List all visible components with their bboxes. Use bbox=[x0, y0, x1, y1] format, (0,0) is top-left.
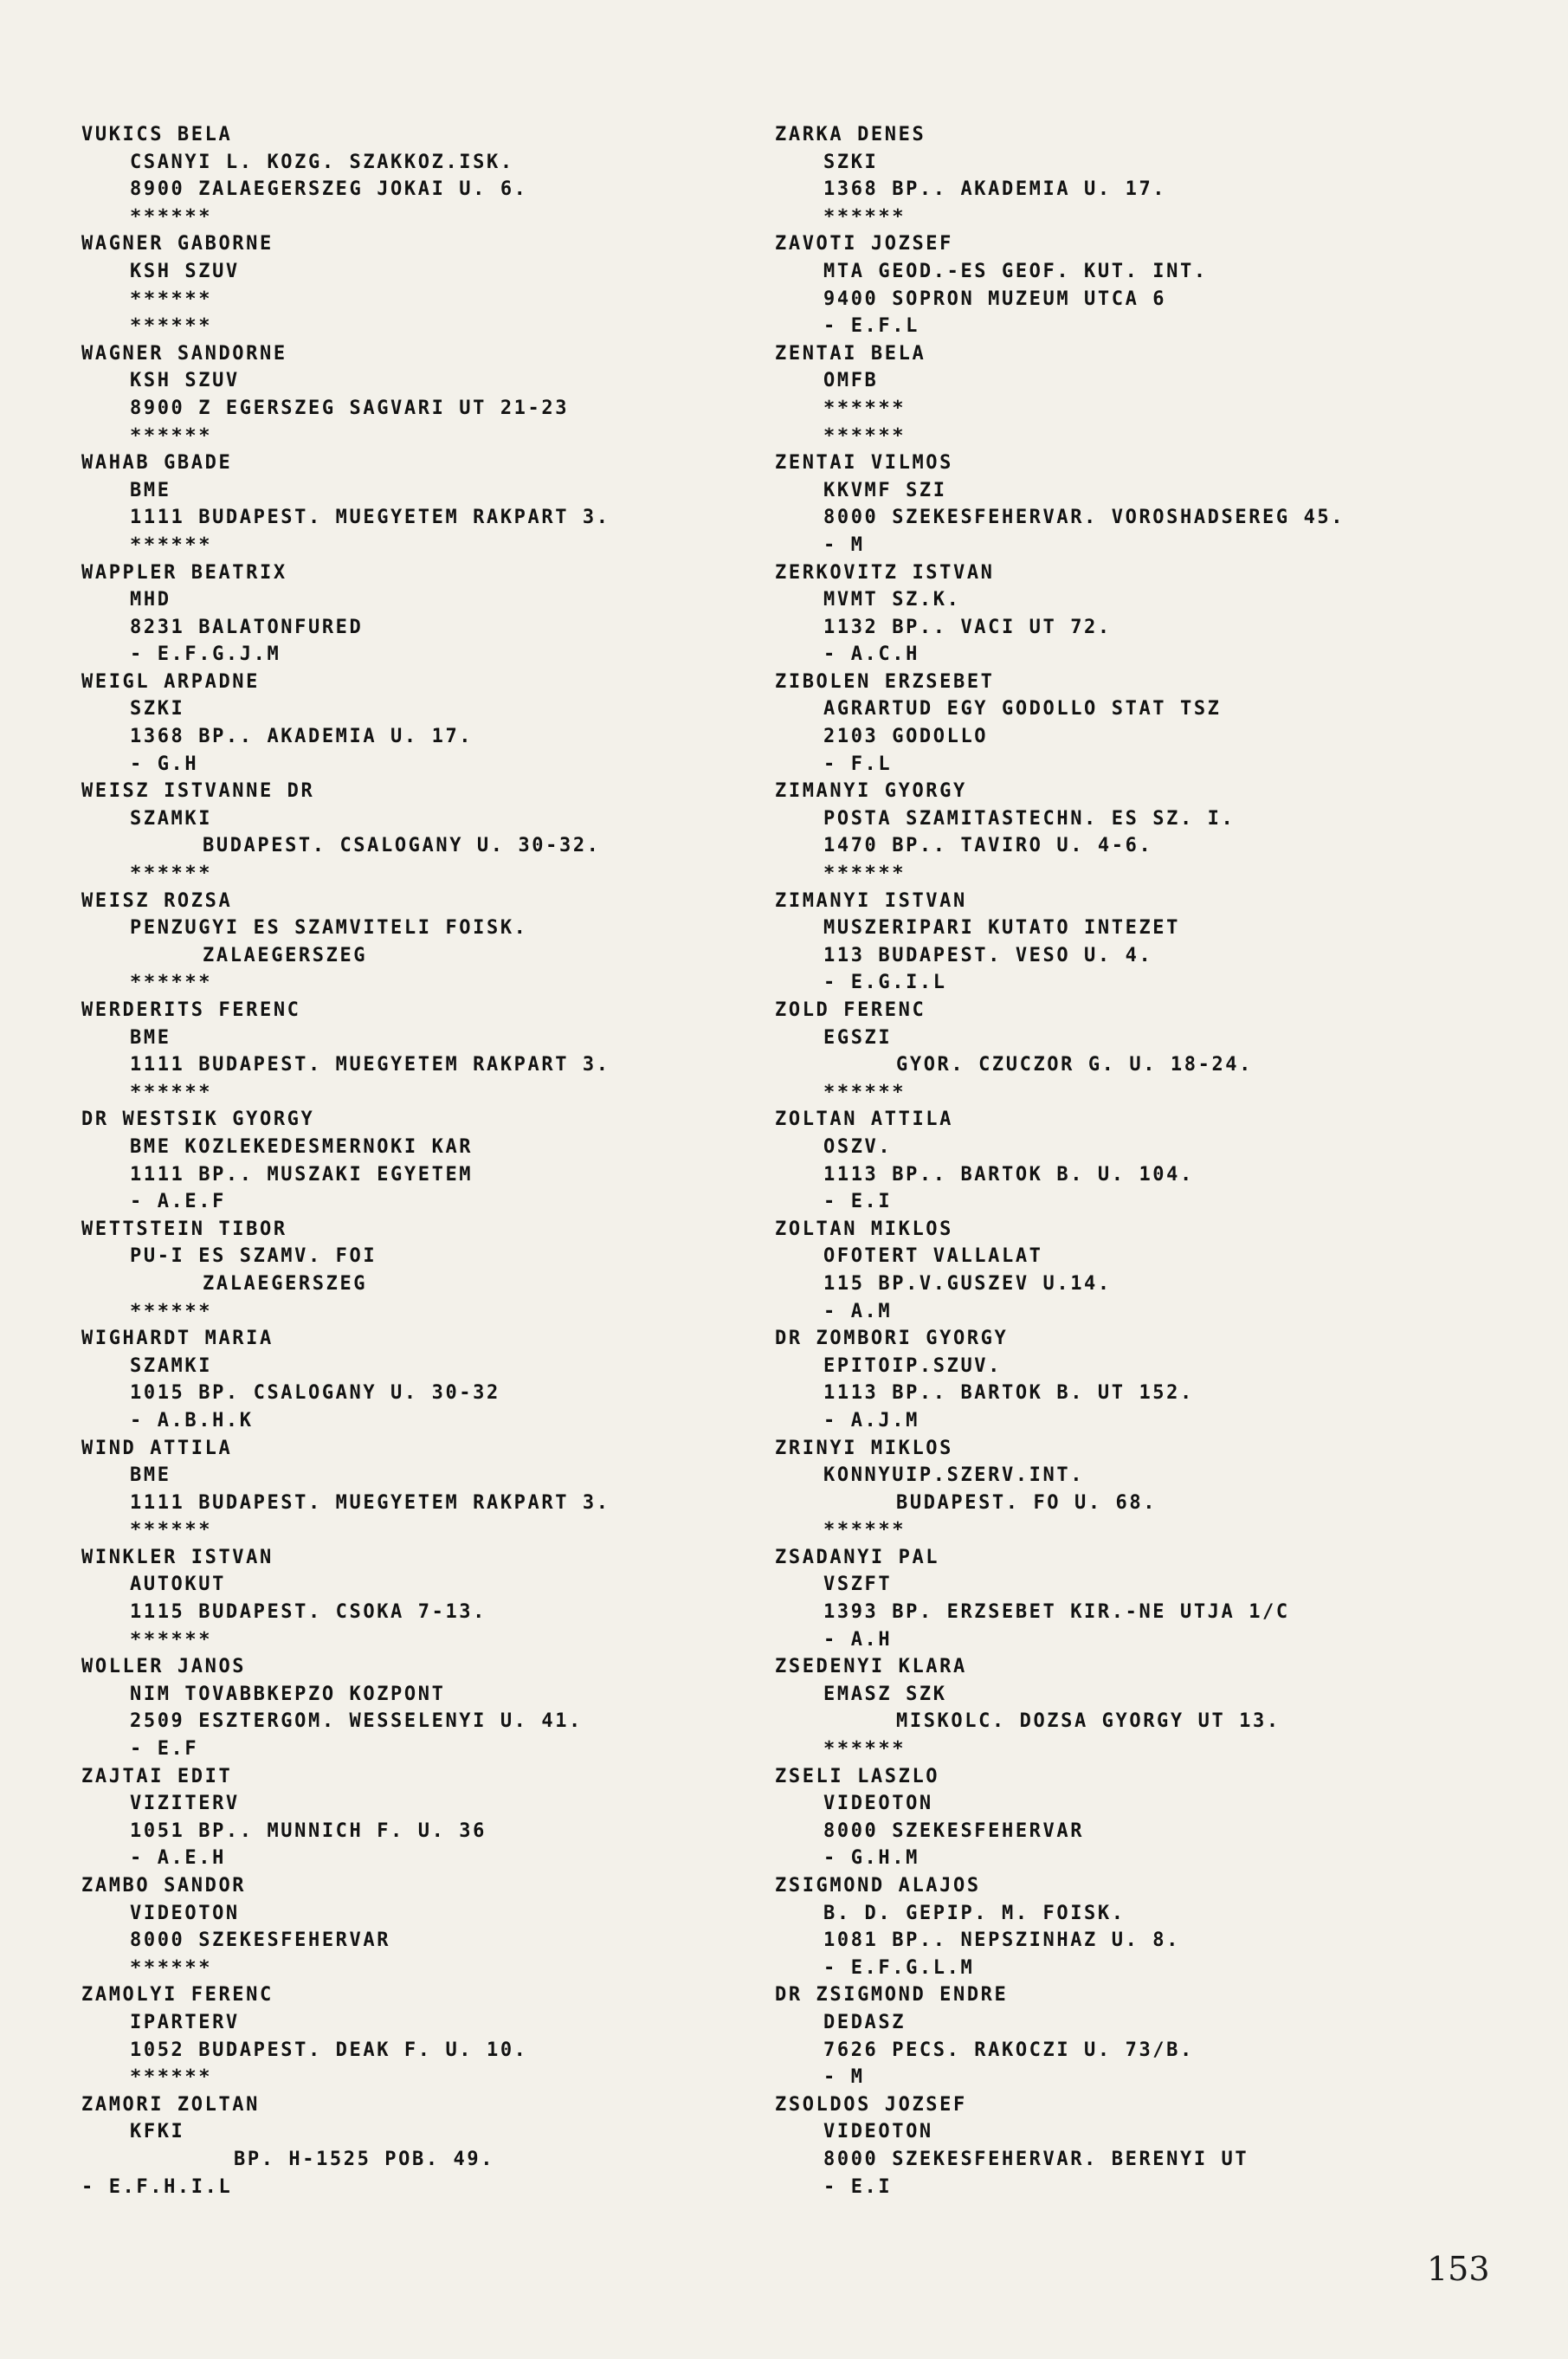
directory-line: VIDEOTON bbox=[823, 1793, 933, 1815]
directory-line: 1052 BUDAPEST. DEAK F. U. 10. bbox=[130, 2039, 528, 2061]
directory-line: DEDASZ bbox=[823, 2011, 907, 2033]
directory-line: ZSIGMOND ALAJOS bbox=[775, 1875, 981, 1897]
directory-line: ****** bbox=[823, 1738, 907, 1761]
directory-line: - A.E.F bbox=[130, 1191, 226, 1213]
directory-line: SZAMKI bbox=[130, 1354, 213, 1377]
directory-line: BUDAPEST. CSALOGANY U. 30-32. bbox=[203, 835, 601, 857]
directory-line: ****** bbox=[130, 424, 213, 447]
directory-line: 8900 ZALAEGERSZEG JOKAI U. 6. bbox=[130, 178, 528, 201]
directory-line: 1368 BP.. AKADEMIA U. 17. bbox=[823, 178, 1167, 201]
directory-line: - E.F.G.J.M bbox=[130, 643, 281, 666]
directory-line: VIZITERV bbox=[130, 1793, 240, 1815]
directory-line: OMFB bbox=[823, 370, 879, 392]
directory-line: ****** bbox=[130, 2066, 213, 2089]
directory-line: KONNYUIP.SZERV.INT. bbox=[823, 1464, 1085, 1487]
directory-line: ****** bbox=[130, 315, 213, 338]
directory-line: WERDERITS FERENC bbox=[81, 999, 301, 1021]
directory-line: ****** bbox=[823, 863, 907, 885]
directory-line: WEISZ ROZSA bbox=[81, 889, 233, 912]
directory-line: - E.F.H.I.L bbox=[81, 2175, 233, 2198]
directory-line: ZOLTAN MIKLOS bbox=[775, 1218, 953, 1240]
directory-line: ZENTAI BELA bbox=[775, 342, 926, 365]
directory-line: AGRARTUD EGY GODOLLO STAT TSZ bbox=[823, 698, 1222, 721]
directory-line: BME bbox=[130, 1026, 171, 1049]
directory-line: - A.J.M bbox=[823, 1409, 920, 1432]
directory-line: - A.H bbox=[823, 1628, 893, 1651]
directory-line: 1113 BP.. BARTOK B. U. 104. bbox=[823, 1163, 1194, 1186]
directory-line: ZIMANYI ISTVAN bbox=[775, 889, 967, 912]
directory-line: ZSEDENYI KLARA bbox=[775, 1656, 967, 1678]
directory-line: 8000 SZEKESFEHERVAR. VOROSHADSEREG 45. bbox=[823, 507, 1345, 529]
directory-line: BME bbox=[130, 1464, 171, 1487]
directory-line: 1113 BP.. BARTOK B. UT 152. bbox=[823, 1382, 1194, 1405]
directory-line: WETTSTEIN TIBOR bbox=[81, 1218, 287, 1240]
directory-line: 1111 BP.. MUSZAKI EGYETEM bbox=[130, 1163, 474, 1186]
directory-line: - E.I bbox=[823, 1191, 893, 1213]
directory-line: IPARTERV bbox=[130, 2011, 240, 2033]
directory-line: 8900 Z EGERSZEG SAGVARI UT 21-23 bbox=[130, 397, 570, 419]
directory-line: SZKI bbox=[823, 151, 879, 173]
directory-line: WEISZ ISTVANNE DR bbox=[81, 780, 315, 803]
directory-line: POSTA SZAMITASTECHN. ES SZ. I. bbox=[823, 807, 1236, 830]
directory-line: 1115 BUDAPEST. CSOKA 7-13. bbox=[130, 1601, 487, 1624]
directory-line: ZSELI LASZLO bbox=[775, 1765, 940, 1787]
directory-line: ZAMORI ZOLTAN bbox=[81, 2093, 260, 2116]
directory-line: WIND ATTILA bbox=[81, 1437, 233, 1459]
directory-line: MHD bbox=[130, 589, 171, 611]
directory-line: - E.F.G.L.M bbox=[823, 1956, 975, 1979]
directory-line: 1051 BP.. MUNNICH F. U. 36 bbox=[130, 1819, 487, 1842]
directory-line: B. D. GEPIP. M. FOISK. bbox=[823, 1902, 1126, 1924]
directory-line: VIDEOTON bbox=[823, 2121, 933, 2143]
directory-line: ZSOLDOS JOZSEF bbox=[775, 2093, 967, 2116]
directory-line: - G.H bbox=[130, 753, 199, 775]
directory-line: DR WESTSIK GYORGY bbox=[81, 1108, 315, 1131]
directory-line: SZAMKI bbox=[130, 807, 213, 830]
directory-line: MUSZERIPARI KUTATO INTEZET bbox=[823, 917, 1180, 940]
directory-line: CSANYI L. KOZG. SZAKKOZ.ISK. bbox=[130, 151, 514, 173]
directory-line: 115 BP.V.GUSZEV U.14. bbox=[823, 1272, 1112, 1295]
directory-line: MISKOLC. DOZSA GYORGY UT 13. bbox=[896, 1710, 1281, 1733]
directory-line: ****** bbox=[130, 1628, 213, 1651]
directory-line: ZARKA DENES bbox=[775, 124, 926, 145]
directory-line: ****** bbox=[130, 863, 213, 885]
directory-line: - E.I bbox=[823, 2175, 893, 2198]
directory-line: 1081 BP.. NEPSZINHAZ U. 8. bbox=[823, 1929, 1180, 1952]
directory-line: ZIMANYI GYORGY bbox=[775, 780, 967, 803]
directory-line: ZSADANYI PAL bbox=[775, 1546, 940, 1568]
directory-line: ZRINYI MIKLOS bbox=[775, 1437, 953, 1459]
directory-line: - G.H.M bbox=[823, 1847, 920, 1870]
directory-line: ****** bbox=[130, 533, 213, 556]
directory-line: KKVMF SZI bbox=[823, 479, 947, 501]
directory-line: BP. H-1525 POB. 49. bbox=[234, 2148, 495, 2170]
directory-line: OFOTERT VALLALAT bbox=[823, 1245, 1043, 1268]
directory-line: ****** bbox=[130, 1081, 213, 1103]
directory-line: ****** bbox=[130, 1519, 213, 1541]
directory-line: BME KOZLEKEDESMERNOKI KAR bbox=[130, 1135, 474, 1158]
directory-line: 1132 BP.. VACI UT 72. bbox=[823, 616, 1112, 638]
directory-line: ZOLTAN ATTILA bbox=[775, 1108, 953, 1131]
directory-line: 1111 BUDAPEST. MUEGYETEM RAKPART 3. bbox=[130, 1054, 610, 1076]
directory-line: ZAJTAI EDIT bbox=[81, 1765, 233, 1787]
directory-line: 1470 BP.. TAVIRO U. 4-6. bbox=[823, 835, 1153, 857]
directory-line: WAHAB GBADE bbox=[81, 452, 233, 475]
directory-line: ****** bbox=[823, 1519, 907, 1541]
directory-line: - E.G.I.L bbox=[823, 972, 947, 994]
directory-line: BME bbox=[130, 479, 171, 501]
directory-line: KSH SZUV bbox=[130, 370, 240, 392]
directory-line: PENZUGYI ES SZAMVITELI FOISK. bbox=[130, 917, 528, 940]
directory-line: 1111 BUDAPEST. MUEGYETEM RAKPART 3. bbox=[130, 507, 610, 529]
directory-line: - A.M bbox=[823, 1300, 893, 1322]
directory-line: PU-I ES SZAMV. FOI bbox=[130, 1245, 377, 1268]
directory-line: ZOLD FERENC bbox=[775, 999, 926, 1021]
directory-line: ****** bbox=[823, 205, 907, 228]
directory-line: WAPPLER BEATRIX bbox=[81, 561, 287, 584]
directory-line: 113 BUDAPEST. VESO U. 4. bbox=[823, 944, 1153, 966]
page-number: 153 bbox=[1427, 2250, 1490, 2288]
directory-line: ****** bbox=[130, 1956, 213, 1979]
directory-line: 1368 BP.. AKADEMIA U. 17. bbox=[130, 726, 474, 748]
directory-line: - E.F.L bbox=[823, 315, 920, 338]
directory-line: WAGNER GABORNE bbox=[81, 233, 274, 255]
directory-line: VSZFT bbox=[823, 1574, 893, 1596]
directory-line: ZAVOTI JOZSEF bbox=[775, 233, 953, 255]
directory-line: WEIGL ARPADNE bbox=[81, 670, 260, 693]
directory-line: 7626 PECS. RAKOCZI U. 73/B. bbox=[823, 2039, 1194, 2061]
directory-line: ****** bbox=[823, 424, 907, 447]
directory-line: 8231 BALATONFURED bbox=[130, 616, 364, 638]
directory-line: 9400 SOPRON MUZEUM UTCA 6 bbox=[823, 288, 1167, 310]
directory-line: ZENTAI VILMOS bbox=[775, 452, 953, 475]
directory-line: VUKICS BELA bbox=[81, 124, 233, 145]
directory-line: ****** bbox=[823, 1081, 907, 1103]
directory-line: ZALAEGERSZEG bbox=[203, 944, 368, 966]
directory-line: ****** bbox=[130, 972, 213, 994]
directory-line: - A.E.H bbox=[130, 1847, 226, 1870]
directory-line: ZAMOLYI FERENC bbox=[81, 1984, 274, 2007]
directory-line: 2103 GODOLLO bbox=[823, 726, 989, 748]
directory-line: EGSZI bbox=[823, 1026, 893, 1049]
directory-line: NIM TOVABBKEPZO KOZPONT bbox=[130, 1683, 446, 1705]
directory-line: - A.C.H bbox=[823, 643, 920, 666]
directory-line: ****** bbox=[130, 288, 213, 310]
directory-line: 2509 ESZTERGOM. WESSELENYI U. 41. bbox=[130, 1710, 583, 1733]
directory-line: WIGHARDT MARIA bbox=[81, 1328, 274, 1350]
directory-line: VIDEOTON bbox=[130, 1902, 240, 1924]
directory-line: 8000 SZEKESFEHERVAR bbox=[130, 1929, 391, 1952]
directory-line: DR ZSIGMOND ENDRE bbox=[775, 1984, 1009, 2007]
directory-line: - M bbox=[823, 2066, 865, 2089]
directory-line: MVMT SZ.K. bbox=[823, 589, 961, 611]
directory-line: WOLLER JANOS bbox=[81, 1656, 247, 1678]
directory-line: AUTOKUT bbox=[130, 1574, 226, 1596]
directory-line: EMASZ SZK bbox=[823, 1683, 947, 1705]
directory-line: - E.F bbox=[130, 1738, 199, 1761]
directory-line: WINKLER ISTVAN bbox=[81, 1546, 274, 1568]
right-column bbox=[775, 121, 1545, 2201]
directory-line: 8000 SZEKESFEHERVAR. BERENYI UT bbox=[823, 2148, 1249, 2170]
directory-line: MTA GEOD.-ES GEOF. KUT. INT. bbox=[823, 260, 1208, 282]
directory-line: ****** bbox=[823, 397, 907, 419]
left-column bbox=[81, 121, 757, 2201]
directory-line: SZKI bbox=[130, 698, 185, 721]
directory-line: KFKI bbox=[130, 2121, 185, 2143]
directory-line: 1015 BP. CSALOGANY U. 30-32 bbox=[130, 1382, 500, 1405]
directory-line: GYOR. CZUCZOR G. U. 18-24. bbox=[896, 1054, 1253, 1076]
directory-line: - M bbox=[823, 533, 865, 556]
directory-line: 8000 SZEKESFEHERVAR bbox=[823, 1819, 1085, 1842]
directory-line: ****** bbox=[130, 1300, 213, 1322]
directory-line: - A.B.H.K bbox=[130, 1409, 254, 1432]
directory-line: ZALAEGERSZEG bbox=[203, 1272, 368, 1295]
directory-line: 1393 BP. ERZSEBET KIR.-NE UTJA 1/C bbox=[823, 1601, 1290, 1624]
directory-line: - F.L bbox=[823, 753, 893, 775]
directory-line: ****** bbox=[130, 205, 213, 228]
directory-line: WAGNER SANDORNE bbox=[81, 342, 287, 365]
directory-line: ZAMBO SANDOR bbox=[81, 1875, 247, 1897]
directory-line: ZIBOLEN ERZSEBET bbox=[775, 670, 995, 693]
directory-line: DR ZOMBORI GYORGY bbox=[775, 1328, 1009, 1350]
directory-line: ZERKOVITZ ISTVAN bbox=[775, 561, 995, 584]
directory-line: KSH SZUV bbox=[130, 260, 240, 282]
directory-line: OSZV. bbox=[823, 1135, 893, 1158]
directory-line: BUDAPEST. FO U. 68. bbox=[896, 1491, 1158, 1514]
directory-line: 1111 BUDAPEST. MUEGYETEM RAKPART 3. bbox=[130, 1491, 610, 1514]
directory-line: EPITOIP.SZUV. bbox=[823, 1354, 1002, 1377]
